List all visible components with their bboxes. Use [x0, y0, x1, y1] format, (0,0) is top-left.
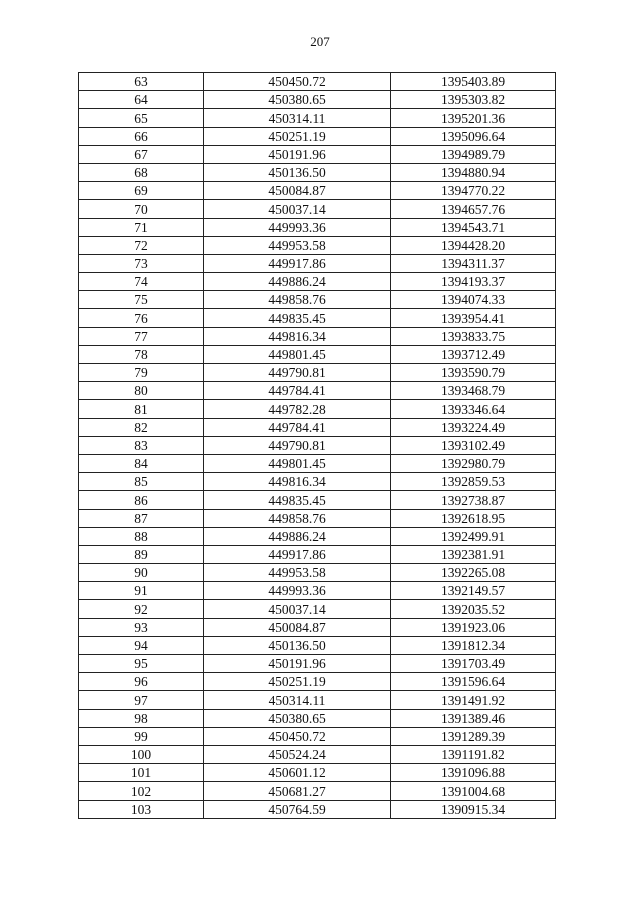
table-row	[79, 273, 556, 291]
table-row	[79, 200, 556, 218]
point-number-cell: 65	[79, 109, 204, 127]
x-coordinate-cell: 450314.11	[204, 691, 391, 709]
x-coordinate-cell: 450084.87	[204, 618, 391, 636]
y-coordinate-cell: 1390915.34	[391, 800, 556, 818]
y-coordinate-cell: 1391491.92	[391, 691, 556, 709]
point-number-cell: 96	[79, 673, 204, 691]
x-coordinate-cell: 450380.65	[204, 709, 391, 727]
y-coordinate-cell: 1394543.71	[391, 218, 556, 236]
point-number-cell: 72	[79, 236, 204, 254]
y-coordinate-cell: 1392265.08	[391, 564, 556, 582]
point-number-cell: 63	[79, 73, 204, 91]
y-coordinate-cell: 1391703.49	[391, 655, 556, 673]
y-coordinate-cell: 1392035.52	[391, 600, 556, 618]
table-row	[79, 91, 556, 109]
x-coordinate-cell: 449816.34	[204, 473, 391, 491]
point-number-cell: 93	[79, 618, 204, 636]
x-coordinate-cell: 449801.45	[204, 454, 391, 472]
x-coordinate-cell: 450037.14	[204, 200, 391, 218]
point-number-cell: 69	[79, 182, 204, 200]
point-number-cell: 100	[79, 745, 204, 763]
table-row	[79, 564, 556, 582]
table-row	[79, 436, 556, 454]
x-coordinate-cell: 450601.12	[204, 764, 391, 782]
y-coordinate-cell: 1392738.87	[391, 491, 556, 509]
x-coordinate-cell: 449917.86	[204, 254, 391, 272]
table-row	[79, 236, 556, 254]
x-coordinate-cell: 450191.96	[204, 145, 391, 163]
table-row	[79, 673, 556, 691]
x-coordinate-cell: 449816.34	[204, 327, 391, 345]
point-number-cell: 85	[79, 473, 204, 491]
x-coordinate-cell: 449917.86	[204, 545, 391, 563]
x-coordinate-cell: 449858.76	[204, 509, 391, 527]
table-row	[79, 800, 556, 818]
y-coordinate-cell: 1393712.49	[391, 345, 556, 363]
x-coordinate-cell: 450450.72	[204, 727, 391, 745]
table-row	[79, 473, 556, 491]
table-row	[79, 73, 556, 91]
point-number-cell: 92	[79, 600, 204, 618]
table-row	[79, 691, 556, 709]
x-coordinate-cell: 450251.19	[204, 673, 391, 691]
y-coordinate-cell: 1392859.53	[391, 473, 556, 491]
y-coordinate-cell: 1394880.94	[391, 163, 556, 181]
table-row	[79, 418, 556, 436]
y-coordinate-cell: 1394074.33	[391, 291, 556, 309]
table-row	[79, 382, 556, 400]
table-row	[79, 345, 556, 363]
x-coordinate-cell: 449790.81	[204, 436, 391, 454]
table-row	[79, 491, 556, 509]
x-coordinate-cell: 449886.24	[204, 527, 391, 545]
x-coordinate-cell: 450380.65	[204, 91, 391, 109]
point-number-cell: 89	[79, 545, 204, 563]
y-coordinate-cell: 1391191.82	[391, 745, 556, 763]
table-row	[79, 364, 556, 382]
coordinate-table	[78, 72, 556, 819]
point-number-cell: 95	[79, 655, 204, 673]
y-coordinate-cell: 1393224.49	[391, 418, 556, 436]
y-coordinate-cell: 1391596.64	[391, 673, 556, 691]
x-coordinate-cell: 450450.72	[204, 73, 391, 91]
table-row	[79, 745, 556, 763]
point-number-cell: 79	[79, 364, 204, 382]
y-coordinate-cell: 1394428.20	[391, 236, 556, 254]
point-number-cell: 84	[79, 454, 204, 472]
point-number-cell: 97	[79, 691, 204, 709]
x-coordinate-cell: 449886.24	[204, 273, 391, 291]
point-number-cell: 101	[79, 764, 204, 782]
point-number-cell: 75	[79, 291, 204, 309]
point-number-cell: 90	[79, 564, 204, 582]
point-number-cell: 94	[79, 636, 204, 654]
table-row	[79, 582, 556, 600]
x-coordinate-cell: 449784.41	[204, 418, 391, 436]
y-coordinate-cell: 1392980.79	[391, 454, 556, 472]
y-coordinate-cell: 1393590.79	[391, 364, 556, 382]
point-number-cell: 82	[79, 418, 204, 436]
point-number-cell: 77	[79, 327, 204, 345]
table-row	[79, 254, 556, 272]
x-coordinate-cell: 449953.58	[204, 564, 391, 582]
x-coordinate-cell: 450681.27	[204, 782, 391, 800]
x-coordinate-cell: 450037.14	[204, 600, 391, 618]
y-coordinate-cell: 1392381.91	[391, 545, 556, 563]
x-coordinate-cell: 449993.36	[204, 218, 391, 236]
point-number-cell: 71	[79, 218, 204, 236]
point-number-cell: 66	[79, 127, 204, 145]
table-row	[79, 727, 556, 745]
x-coordinate-cell: 450084.87	[204, 182, 391, 200]
table-row	[79, 145, 556, 163]
x-coordinate-cell: 449835.45	[204, 491, 391, 509]
point-number-cell: 78	[79, 345, 204, 363]
y-coordinate-cell: 1391812.34	[391, 636, 556, 654]
point-number-cell: 102	[79, 782, 204, 800]
table-row	[79, 109, 556, 127]
x-coordinate-cell: 449993.36	[204, 582, 391, 600]
y-coordinate-cell: 1392149.57	[391, 582, 556, 600]
y-coordinate-cell: 1391289.39	[391, 727, 556, 745]
x-coordinate-cell: 450136.50	[204, 163, 391, 181]
table-row	[79, 655, 556, 673]
y-coordinate-cell: 1391923.06	[391, 618, 556, 636]
table-row	[79, 218, 556, 236]
point-number-cell: 99	[79, 727, 204, 745]
point-number-cell: 81	[79, 400, 204, 418]
coordinate-table-body	[79, 73, 556, 819]
table-row	[79, 291, 556, 309]
point-number-cell: 73	[79, 254, 204, 272]
table-row	[79, 527, 556, 545]
point-number-cell: 86	[79, 491, 204, 509]
x-coordinate-cell: 450136.50	[204, 636, 391, 654]
table-row	[79, 454, 556, 472]
point-number-cell: 98	[79, 709, 204, 727]
point-number-cell: 80	[79, 382, 204, 400]
point-number-cell: 87	[79, 509, 204, 527]
y-coordinate-cell: 1391004.68	[391, 782, 556, 800]
point-number-cell: 74	[79, 273, 204, 291]
page-number: 207	[310, 34, 330, 49]
table-row	[79, 127, 556, 145]
y-coordinate-cell: 1395201.36	[391, 109, 556, 127]
y-coordinate-cell: 1393833.75	[391, 327, 556, 345]
y-coordinate-cell: 1394311.37	[391, 254, 556, 272]
x-coordinate-cell: 449858.76	[204, 291, 391, 309]
table-row	[79, 182, 556, 200]
point-number-cell: 103	[79, 800, 204, 818]
point-number-cell: 91	[79, 582, 204, 600]
y-coordinate-cell: 1391389.46	[391, 709, 556, 727]
table-row	[79, 782, 556, 800]
table-row	[79, 545, 556, 563]
y-coordinate-cell: 1395403.89	[391, 73, 556, 91]
point-number-cell: 70	[79, 200, 204, 218]
x-coordinate-cell: 449835.45	[204, 309, 391, 327]
table-row	[79, 600, 556, 618]
x-coordinate-cell: 449801.45	[204, 345, 391, 363]
x-coordinate-cell: 449790.81	[204, 364, 391, 382]
point-number-cell: 88	[79, 527, 204, 545]
x-coordinate-cell: 450764.59	[204, 800, 391, 818]
x-coordinate-cell: 450524.24	[204, 745, 391, 763]
x-coordinate-cell: 450251.19	[204, 127, 391, 145]
table-row	[79, 400, 556, 418]
x-coordinate-cell: 449782.28	[204, 400, 391, 418]
y-coordinate-cell: 1394657.76	[391, 200, 556, 218]
point-number-cell: 68	[79, 163, 204, 181]
point-number-cell: 67	[79, 145, 204, 163]
y-coordinate-cell: 1394193.37	[391, 273, 556, 291]
y-coordinate-cell: 1393468.79	[391, 382, 556, 400]
y-coordinate-cell: 1393102.49	[391, 436, 556, 454]
point-number-cell: 64	[79, 91, 204, 109]
table-row	[79, 163, 556, 181]
x-coordinate-cell: 450191.96	[204, 655, 391, 673]
table-row	[79, 709, 556, 727]
y-coordinate-cell: 1395096.64	[391, 127, 556, 145]
y-coordinate-cell: 1392618.95	[391, 509, 556, 527]
y-coordinate-cell: 1394989.79	[391, 145, 556, 163]
x-coordinate-cell: 449953.58	[204, 236, 391, 254]
point-number-cell: 76	[79, 309, 204, 327]
table-row	[79, 618, 556, 636]
point-number-cell: 83	[79, 436, 204, 454]
table-row	[79, 327, 556, 345]
y-coordinate-cell: 1395303.82	[391, 91, 556, 109]
table-row	[79, 636, 556, 654]
y-coordinate-cell: 1392499.91	[391, 527, 556, 545]
y-coordinate-cell: 1391096.88	[391, 764, 556, 782]
x-coordinate-cell: 449784.41	[204, 382, 391, 400]
table-row	[79, 509, 556, 527]
table-row	[79, 764, 556, 782]
y-coordinate-cell: 1393346.64	[391, 400, 556, 418]
x-coordinate-cell: 450314.11	[204, 109, 391, 127]
y-coordinate-cell: 1393954.41	[391, 309, 556, 327]
y-coordinate-cell: 1394770.22	[391, 182, 556, 200]
table-row	[79, 309, 556, 327]
